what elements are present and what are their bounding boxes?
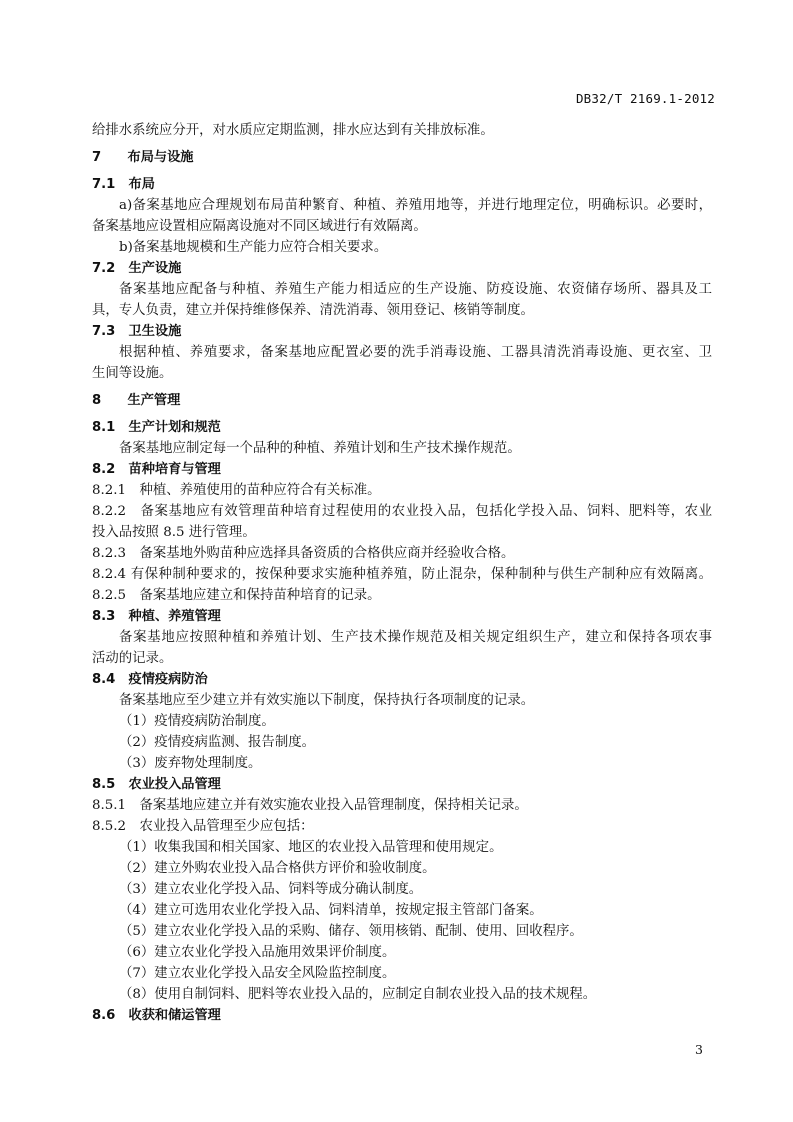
- body-line: 活动的记录。: [92, 651, 173, 666]
- body-line: （1）收集我国和相关国家、地区的农业投入品管理和使用规定。: [119, 840, 503, 855]
- body-line: 备案基地应设置相应隔离设施对不同区域进行有效隔离。: [92, 219, 427, 234]
- body-line: （5）建立农业化学投入品的采购、储存、领用核销、配制、使用、回收程序。: [119, 924, 583, 939]
- body-line: b)备案基地规模和生产能力应符合相关要求。: [119, 240, 388, 255]
- page-number: 3: [695, 1042, 703, 1057]
- body-line: 备案基地应按照种植和养殖计划、生产技术操作规范及相关规定组织生产，建立和保持各项农事: [119, 630, 712, 645]
- body-line: 给排水系统应分开，对水质应定期监测，排水应达到有关排放标准。: [92, 123, 494, 138]
- body-line: （2）疫情疫病监测、报告制度。: [119, 735, 315, 750]
- body-line: （7）建立农业化学投入品安全风险监控制度。: [119, 966, 396, 981]
- section-heading: 8.5 农业投入品管理: [92, 777, 221, 792]
- body-line: （8）使用自制饲料、肥料等农业投入品的，应制定自制农业投入品的技术规程。: [119, 987, 597, 1002]
- body-line: （1）疫情疫病防治制度。: [119, 714, 275, 729]
- body-line: 8.2.3 备案基地外购苗种应选择具备资质的合格供应商并经验收合格。: [92, 546, 515, 561]
- section-heading: 8.3 种植、养殖管理: [92, 609, 221, 624]
- section-heading: 7.1 布局: [92, 177, 155, 192]
- body-line: 具，专人负责，建立并保持维修保养、清洗消毒、领用登记、核销等制度。: [92, 303, 534, 318]
- body-line: 备案基地应至少建立并有效实施以下制度，保持执行各项制度的记录。: [119, 693, 535, 708]
- body-line: 8.2.2 备案基地应有效管理苗种培育过程使用的农业投入品，包括化学投入品、饲料、肥料等，农业: [92, 504, 712, 519]
- body-line: 8.5.2 农业投入品管理至少应包括：: [92, 819, 314, 834]
- body-line: （3）废弃物处理制度。: [119, 756, 262, 771]
- body-line: 投入品按照 8.5 进行管理。: [92, 525, 256, 540]
- body-line: 备案基地应制定每一个品种的种植、养殖计划和生产技术操作规范。: [119, 441, 521, 456]
- body-line: （6）建立农业化学投入品施用效果评价制度。: [119, 945, 396, 960]
- chapter-heading: 7 布局与设施: [92, 150, 194, 165]
- chapter-heading: 8 生产管理: [92, 393, 181, 408]
- section-heading: 8.1 生产计划和规范: [92, 420, 221, 435]
- body-line: 8.2.4 有保种制种要求的，按保种要求实施种植养殖，防止混杂，保种制种与供生产制种应有效隔离。: [92, 567, 712, 582]
- document-code-header: DB32/T 2169.1-2012: [575, 91, 715, 106]
- section-heading: 8.6 收获和储运管理: [92, 1008, 221, 1023]
- body-line: （4）建立可选用农业化学投入品、饲料清单，按规定报主管部门备案。: [119, 903, 543, 918]
- section-heading: 8.2 苗种培育与管理: [92, 462, 221, 477]
- body-line: 根据种植、养殖要求，备案基地应配置必要的洗手消毒设施、工器具清洗消毒设施、更衣室、卫: [119, 345, 712, 360]
- body-line: （2）建立外购农业投入品合格供方评价和验收制度。: [119, 861, 436, 876]
- body-line: 备案基地应配备与种植、养殖生产能力相适应的生产设施、防疫设施、农资储存场所、器具及工: [119, 282, 712, 297]
- body-line: 生间等设施。: [92, 366, 173, 381]
- body-line: 8.5.1 备案基地应建立并有效实施农业投入品管理制度，保持相关记录。: [92, 798, 528, 813]
- body-line: 8.2.5 备案基地应建立和保持苗种培育的记录。: [92, 588, 381, 603]
- body-line: 8.2.1 种植、养殖使用的苗种应符合有关标准。: [92, 483, 381, 498]
- section-heading: 7.3 卫生设施: [92, 324, 182, 339]
- document-body: [92, 120, 712, 1026]
- body-line: （3）建立农业化学投入品、饲料等成分确认制度。: [119, 882, 423, 897]
- section-heading: 7.2 生产设施: [92, 261, 182, 276]
- body-line: a)备案基地应合理规划布局苗种繁育、种植、养殖用地等，并进行地理定位，明确标识。必要时，: [119, 198, 712, 213]
- section-heading: 8.4 疫情疫病防治: [92, 672, 208, 687]
